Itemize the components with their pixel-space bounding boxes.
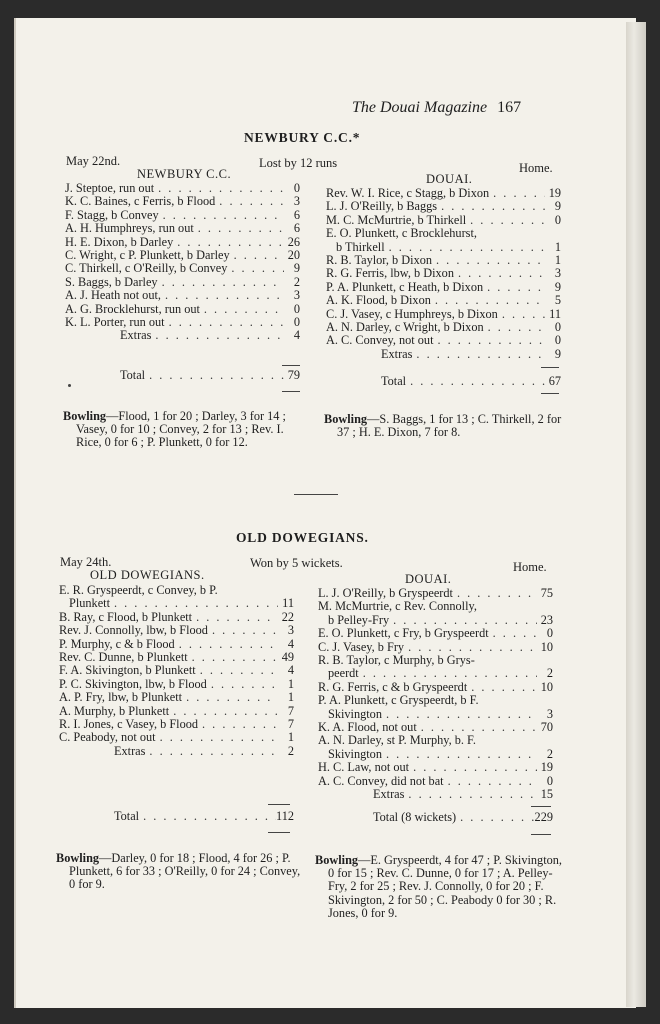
- total-rule: [268, 832, 290, 833]
- match-date: May 24th.: [60, 555, 112, 569]
- section-divider: [294, 494, 338, 495]
- bowling-figures: —Darley, 0 for 18 ; Flood, 4 for 26 ; P. Plunkett, 6 for 33 ; O'Reilly, 0 for 24 ; Convey, 0 for 9.: [69, 851, 301, 892]
- extras-row: [326, 348, 561, 361]
- leader-dots: [417, 721, 537, 734]
- runs-value: 70: [540, 720, 553, 735]
- match-result: Won by 5 wickets.: [250, 556, 343, 570]
- batsman-entry: R. B. Taylor, c Murphy, b Grys-: [318, 653, 475, 668]
- batting-row: [318, 627, 553, 640]
- match-title: OLD DOWEGIANS.: [236, 530, 369, 545]
- leader-dots: [484, 321, 545, 334]
- leader-dots: [444, 775, 537, 788]
- leader-dots: [409, 761, 537, 774]
- extras-row: [65, 329, 300, 342]
- runs-value: 20: [287, 248, 300, 263]
- batsman-entry: A. J. Heath not out,: [65, 288, 161, 303]
- team-heading: DOUAI.: [405, 572, 452, 586]
- bowling-summary: [56, 852, 301, 892]
- batting-row: [59, 678, 294, 691]
- batting-row: [65, 209, 300, 222]
- batsman-entry: peerdt: [328, 666, 359, 681]
- batting-row: [318, 600, 553, 613]
- leader-dots: [196, 664, 278, 677]
- leader-dots: [431, 294, 545, 307]
- runs-value: 3: [293, 288, 300, 303]
- runs-value: 10: [540, 639, 553, 654]
- batsman-entry: A. N. Darley, c Wright, b Dixon: [326, 320, 484, 335]
- leader-dots: [404, 788, 537, 801]
- runs-value: 1: [287, 676, 294, 691]
- total-value: 229: [534, 809, 553, 824]
- total-rule: [531, 806, 551, 807]
- leader-dots: [382, 748, 537, 761]
- batsman-entry: P. Murphy, c & b Flood: [59, 636, 175, 651]
- leader-dots: [456, 811, 534, 824]
- leader-dots: [198, 718, 278, 731]
- batsman-entry: Rev. C. Dunne, b Plunkett: [59, 650, 188, 665]
- leader-dots: [182, 691, 278, 704]
- leader-dots: [175, 638, 278, 651]
- batting-row: [326, 294, 561, 307]
- batting-row: [326, 187, 561, 200]
- bowling-label: Bowling: [315, 853, 359, 867]
- runs-value: 3: [287, 623, 294, 638]
- batting-row: [65, 303, 300, 316]
- leader-dots: [188, 651, 278, 664]
- bowling-figures: —Flood, 1 for 20 ; Darley, 3 for 14 ; Vasey, 0 for 10 ; Convey, 2 for 13 ; Rev. I. Rice, 0 for 6 ; P. Plunkett, 0 for 12.: [76, 409, 286, 450]
- batting-row: [59, 611, 294, 624]
- runs-value: 0: [554, 333, 561, 348]
- batting-row: [326, 254, 561, 267]
- batsman-entry: R. G. Ferris, c & b Gryspeerdt: [318, 679, 468, 694]
- total-rule: [268, 804, 290, 805]
- leader-dots: [208, 624, 278, 637]
- runs-value: 9: [293, 261, 300, 276]
- batsman-entry: L. J. O'Reilly, b Gryspeerdt: [318, 586, 453, 600]
- batsman-entry: Skivington: [328, 706, 382, 721]
- batting-row: [59, 638, 294, 651]
- batting-row: [326, 227, 561, 240]
- batting-row: [59, 597, 294, 610]
- batsman-entry: K. L. Porter, run out: [65, 315, 165, 330]
- total-row: [318, 811, 553, 824]
- leader-dots: [207, 678, 278, 691]
- batting-row: [326, 241, 561, 254]
- page-number: 167: [497, 99, 522, 116]
- runs-value: 75: [540, 586, 553, 600]
- leader-dots: [359, 667, 537, 680]
- extras-label: Extras: [120, 328, 152, 343]
- match-venue: Home.: [513, 560, 547, 574]
- batsman-entry: C. J. Vasey, b Fry: [318, 639, 405, 654]
- batsman-entry: H. E. Dixon, b Darley: [65, 234, 174, 249]
- batting-row: [59, 651, 294, 664]
- runs-value: 0: [293, 301, 300, 316]
- batting-row: [59, 691, 294, 704]
- runs-value: 1: [554, 239, 561, 254]
- batsman-entry: B. Ray, c Flood, b Plunkett: [59, 609, 193, 624]
- extras-label: Extras: [381, 346, 413, 361]
- leader-dots: [483, 281, 545, 294]
- batsman-entry: b Pelley-Fry: [328, 612, 390, 627]
- batting-row: [318, 734, 553, 747]
- batting-row: [318, 694, 553, 707]
- total-row: [326, 375, 561, 388]
- leader-dots: [467, 681, 537, 694]
- batting-row: [326, 281, 561, 294]
- runs-value: 10: [540, 679, 553, 694]
- batsman-entry: K. A. Flood, not out: [318, 720, 417, 735]
- extras-value: 4: [293, 328, 300, 343]
- batsman-entry: E. O. Plunkett, c Fry, b Gryspeerdt: [318, 626, 489, 641]
- batting-row: [318, 641, 553, 654]
- runs-value: 19: [540, 760, 553, 775]
- leader-dots: [154, 182, 284, 195]
- runs-value: 2: [546, 666, 553, 681]
- batsman-entry: M. McMurtrie, c Rev. Connolly,: [318, 599, 477, 614]
- batting-row: [318, 587, 553, 600]
- runs-value: 0: [293, 181, 300, 195]
- runs-value: 0: [554, 320, 561, 335]
- leader-dots: [382, 708, 537, 721]
- innings-home: [65, 182, 300, 382]
- leader-dots: [192, 611, 278, 624]
- batsman-entry: A. H. Humphreys, run out: [65, 221, 194, 236]
- batsman-entry: Rev. W. I. Rice, c Stagg, b Dixon: [326, 186, 490, 200]
- batting-row: [65, 195, 300, 208]
- batsman-entry: S. Baggs, b Darley: [65, 274, 158, 289]
- total-rule: [541, 367, 559, 368]
- batting-row: [59, 624, 294, 637]
- runs-value: 11: [549, 306, 561, 321]
- leader-dots: [230, 249, 284, 262]
- batting-row: [65, 289, 300, 302]
- leader-dots: [406, 375, 545, 388]
- batsman-entry: A. N. Darley, st P. Murphy, b. F.: [318, 733, 476, 748]
- batsman-entry: C. Wright, c P. Plunkett, b Darley: [65, 248, 230, 263]
- runs-value: 1: [287, 730, 294, 745]
- batsman-entry: A. Murphy, b Plunkett: [59, 703, 170, 718]
- runs-value: 7: [287, 717, 294, 732]
- batsman-entry: P. C. Skivington, lbw, b Flood: [59, 676, 207, 691]
- runs-value: 49: [281, 650, 294, 665]
- runs-value: 19: [548, 186, 561, 200]
- batsman-entry: F. A. Skivington, b Plunkett: [59, 663, 196, 678]
- runs-value: 0: [293, 315, 300, 330]
- runs-value: 0: [554, 212, 561, 227]
- leader-dots: [165, 316, 284, 329]
- match-result: Lost by 12 runs: [259, 156, 338, 170]
- batting-row: [65, 262, 300, 275]
- runs-value: 0: [546, 626, 553, 641]
- batsman-entry: b Thirkell: [336, 239, 385, 254]
- leader-dots: [200, 303, 284, 316]
- leader-dots: [433, 334, 545, 347]
- magazine-title: The Douai Magazine: [352, 99, 488, 116]
- batting-row: [65, 276, 300, 289]
- leader-dots: [404, 641, 537, 654]
- batting-row: [318, 761, 553, 774]
- runs-value: 6: [293, 207, 300, 222]
- bowling-figures: —E. Gryspeerdt, 4 for 47 ; P. Skivington, 0 for 15 ; Rev. C. Dunne, 0 for 17 ; A. Pelley-Fry, 2 for 25 ; Rev. J. Connolly, 0 for 20 ; F. Skivington, 2 for 50 ; C. Peabody 0 for 30 ; R. Jones, 0 for 9.: [328, 853, 562, 920]
- runs-value: 7: [287, 703, 294, 718]
- runs-value: 2: [546, 746, 553, 761]
- bowling-label: Bowling: [63, 409, 107, 423]
- runs-value: 22: [281, 609, 294, 624]
- batsman-entry: Skivington: [328, 746, 382, 761]
- extras-row: [59, 745, 294, 758]
- runs-value: 3: [293, 194, 300, 209]
- batsman-entry: P. A. Plunkett, c Heath, b Dixon: [326, 279, 484, 294]
- batting-row: [326, 267, 561, 280]
- batting-row: [318, 667, 553, 680]
- runs-value: 1: [287, 690, 294, 705]
- batting-row: [65, 236, 300, 249]
- leader-dots: [159, 209, 284, 222]
- batsman-entry: M. C. McMurtrie, b Thirkell: [326, 212, 467, 227]
- batting-row: [65, 182, 300, 195]
- extras-value: 15: [540, 787, 553, 802]
- runs-value: 1: [554, 253, 561, 268]
- leader-dots: [432, 254, 545, 267]
- total-label: Total: [120, 367, 146, 382]
- batting-row: [318, 614, 553, 627]
- batsman-entry: K. C. Baines, c Ferris, b Flood: [65, 194, 216, 209]
- team-heading: NEWBURY C.C.: [137, 167, 232, 181]
- batting-row: [65, 249, 300, 262]
- batsman-entry: R. B. Taylor, b Dixon: [326, 253, 433, 268]
- runs-value: 3: [546, 706, 553, 721]
- batsman-entry: Rev. J. Connolly, lbw, b Flood: [59, 623, 208, 638]
- leader-dots: [158, 276, 284, 289]
- match-title: NEWBURY C.C.*: [244, 130, 361, 145]
- leader-dots: [466, 214, 545, 227]
- runs-value: 11: [282, 596, 294, 611]
- leader-dots: [156, 731, 278, 744]
- match-date: May 22nd.: [66, 154, 121, 168]
- batting-row: [326, 308, 561, 321]
- runs-value: 26: [287, 234, 300, 249]
- leader-dots: [173, 236, 284, 249]
- total-row: [59, 810, 294, 823]
- batting-row: [318, 654, 553, 667]
- total-rule: [531, 834, 551, 835]
- bowling-summary: [324, 413, 569, 439]
- runs-value: 9: [554, 279, 561, 294]
- total-label: Total: [114, 809, 140, 824]
- batsman-entry: A. P. Fry, lbw, b Plunkett: [59, 690, 183, 705]
- runs-value: 9: [554, 199, 561, 214]
- leader-dots: [227, 262, 284, 275]
- page-edge: [626, 22, 646, 1007]
- runs-value: 5: [554, 293, 561, 308]
- batting-row: [326, 321, 561, 334]
- runs-value: 23: [540, 612, 553, 627]
- stray-dot: [68, 384, 71, 387]
- batsman-entry: Plunkett: [69, 596, 110, 611]
- leader-dots: [194, 222, 284, 235]
- extras-value: 9: [554, 346, 561, 361]
- leader-dots: [437, 200, 545, 213]
- extras-label: Extras: [373, 787, 405, 802]
- runs-value: 3: [554, 266, 561, 281]
- total-rule: [282, 365, 300, 366]
- batting-row: [59, 584, 294, 597]
- runs-value: 6: [293, 221, 300, 236]
- extras-row: [318, 788, 553, 801]
- total-value: 67: [548, 374, 561, 389]
- batsman-entry: L. J. O'Reilly, b Baggs: [326, 199, 438, 214]
- batting-row: [65, 316, 300, 329]
- batsman-entry: R. I. Jones, c Vasey, b Flood: [59, 717, 199, 732]
- batsman-entry: A. K. Flood, b Dixon: [326, 293, 431, 308]
- leader-dots: [139, 810, 276, 823]
- bowling-summary: [63, 410, 308, 450]
- batting-row: [318, 721, 553, 734]
- running-header: [352, 99, 521, 117]
- innings-away: [318, 587, 553, 824]
- batting-row: [326, 214, 561, 227]
- total-rule: [541, 393, 559, 394]
- leader-dots: [110, 597, 278, 610]
- leader-dots: [498, 308, 545, 321]
- total-rule: [282, 391, 300, 392]
- batting-row: [326, 200, 561, 213]
- team-heading: DOUAI.: [426, 172, 473, 186]
- leader-dots: [161, 289, 284, 302]
- innings-away: [326, 187, 561, 389]
- bowling-summary: [315, 854, 568, 920]
- leader-dots: [389, 614, 537, 627]
- batsman-entry: R. G. Ferris, lbw, b Dixon: [326, 266, 454, 281]
- leader-dots: [145, 745, 278, 758]
- batsman-entry: J. Steptoe, run out: [65, 181, 155, 195]
- leader-dots: [385, 241, 545, 254]
- batsman-entry: A. G. Brocklehurst, run out: [65, 301, 200, 316]
- batsman-entry: E. O. Plunkett, c Brocklehurst,: [326, 226, 477, 241]
- total-label: Total: [381, 374, 407, 389]
- total-label: Total (8 wickets): [373, 809, 457, 824]
- batsman-entry: C. Peabody, not out: [59, 730, 156, 745]
- batting-row: [318, 748, 553, 761]
- leader-dots: [489, 187, 545, 200]
- leader-dots: [145, 369, 284, 382]
- batting-row: [318, 775, 553, 788]
- match-venue: Home.: [519, 161, 553, 175]
- batsman-entry: C. J. Vasey, c Humphreys, b Dixon: [326, 306, 498, 321]
- batting-row: [318, 708, 553, 721]
- batsman-entry: A. C. Convey, did not bat: [318, 773, 444, 788]
- batsman-entry: H. C. Law, not out: [318, 760, 410, 775]
- extras-label: Extras: [114, 743, 146, 758]
- batting-row: [318, 681, 553, 694]
- team-heading: OLD DOWEGIANS.: [90, 568, 205, 582]
- batting-row: [59, 718, 294, 731]
- leader-dots: [489, 627, 537, 640]
- extras-value: 2: [287, 743, 294, 758]
- batsman-entry: F. Stagg, b Convey: [65, 207, 159, 222]
- batting-row: [59, 705, 294, 718]
- leader-dots: [151, 329, 284, 342]
- leader-dots: [215, 195, 284, 208]
- total-row: [65, 369, 300, 382]
- innings-home: [59, 584, 294, 824]
- batsman-entry: C. Thirkell, c O'Reilly, b Convey: [65, 261, 228, 276]
- runs-value: 2: [293, 274, 300, 289]
- total-value: 112: [276, 809, 294, 824]
- batting-row: [59, 664, 294, 677]
- batsman-entry: P. A. Plunkett, c Gryspeerdt, b F.: [318, 693, 479, 708]
- batting-row: [326, 334, 561, 347]
- total-value: 79: [287, 367, 300, 382]
- bowling-label: Bowling: [324, 412, 368, 426]
- bowling-figures: —S. Baggs, 1 for 13 ; C. Thirkell, 2 for 37 ; H. E. Dixon, 7 for 8.: [337, 412, 562, 440]
- runs-value: 0: [546, 773, 553, 788]
- leader-dots: [169, 705, 278, 718]
- runs-value: 4: [287, 663, 294, 678]
- leader-dots: [454, 267, 545, 280]
- batsman-entry: A. C. Convey, not out: [326, 333, 434, 348]
- runs-value: 4: [287, 636, 294, 651]
- bowling-label: Bowling: [56, 851, 100, 865]
- leader-dots: [453, 587, 537, 600]
- batting-row: [59, 731, 294, 744]
- batsman-entry: E. R. Gryspeerdt, c Convey, b P.: [59, 583, 218, 597]
- leader-dots: [412, 348, 545, 361]
- batting-row: [65, 222, 300, 235]
